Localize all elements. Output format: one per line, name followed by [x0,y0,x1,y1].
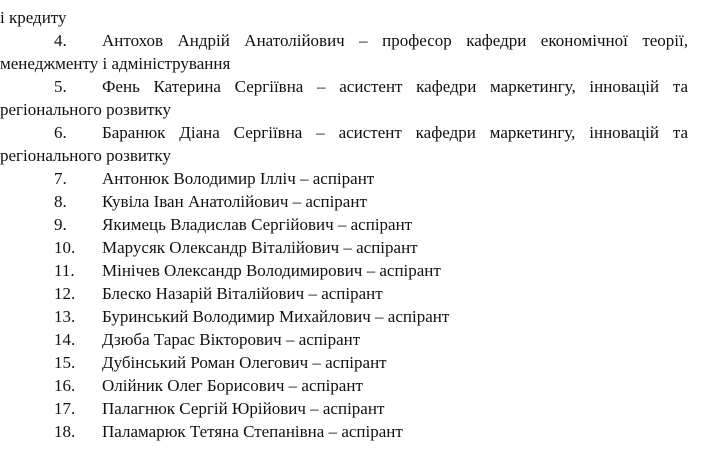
list-item [54,328,688,351]
list-item-text: Мінічев Олександр Володимирович – аспірант [102,261,441,280]
list-item [54,397,688,420]
list-item-text: Дзюба Тарас Вікторович – аспірант [102,330,361,349]
list-item-number: 8. [54,192,67,211]
list-item-text: Фень Катерина Сергіївна – асистент кафедри маркетингу, інновацій та [102,77,688,96]
list-item-number: 11. [54,261,75,280]
list-item-text: Олійник Олег Борисович – аспірант [102,376,363,395]
list-item [54,121,688,144]
list-item [54,282,688,305]
list-item-number: 6. [54,123,67,142]
list-item-continuation-text: регіонального розвитку [0,146,171,165]
list-item [54,351,688,374]
list-item [54,29,688,52]
list-item-number: 7. [54,169,67,188]
list-item [54,236,688,259]
list-item [54,213,688,236]
list-item-text: Баранюк Діана Сергіївна – асистент кафедри маркетингу, інновацій та [102,123,688,142]
list-item-number: 10. [54,238,76,257]
list-item [54,420,688,443]
list-item-text: Буринський Володимир Михайлович – аспірант [102,307,450,326]
list-item-number: 14. [54,330,76,349]
list-item-number: 5. [54,77,67,96]
list-item-text: Антонюк Володимир Ілліч – аспірант [102,169,375,188]
list-item [54,167,688,190]
list-item-text: Палагнюк Сергій Юрійович – аспірант [102,399,385,418]
intro-tail-text: і кредиту [0,8,67,27]
list-item-number: 4. [54,31,67,50]
list-item-text: Блеско Назарій Віталійович – аспірант [102,284,383,303]
list-item [54,374,688,397]
list-item-number: 13. [54,307,76,326]
list-item [54,75,688,98]
list-item-continuation-text: регіонального розвитку [0,100,171,119]
list-item-text: Антохов Андрій Анатолійович – професор кафедри економічної теорії, [102,31,688,50]
list-item-continuation [0,98,688,121]
list-item-text: Дубінський Роман Олегович – аспірант [102,353,387,372]
list-item-number: 15. [54,353,76,372]
list-item-text: Кувіла Іван Анатолійович – аспірант [102,192,367,211]
list-item [54,259,688,282]
list-item-number: 17. [54,399,76,418]
list-item [54,305,688,328]
list-item [54,190,688,213]
list-item-text: Марусяк Олександр Віталійович – аспірант [102,238,418,257]
list-item-text: Паламарюк Тетяна Степанівна – аспірант [102,422,403,441]
list-item-text: Якимець Владислав Сергійович – аспірант [102,215,413,234]
list-item-continuation [0,144,688,167]
list-item-continuation-text: менеджменту і адміністрування [0,54,231,73]
list-item-number: 12. [54,284,76,303]
list-item-number: 9. [54,215,67,234]
intro-tail-line [0,6,688,29]
list-item-number: 16. [54,376,76,395]
list-item-continuation [0,52,688,75]
list-item-number: 18. [54,422,76,441]
